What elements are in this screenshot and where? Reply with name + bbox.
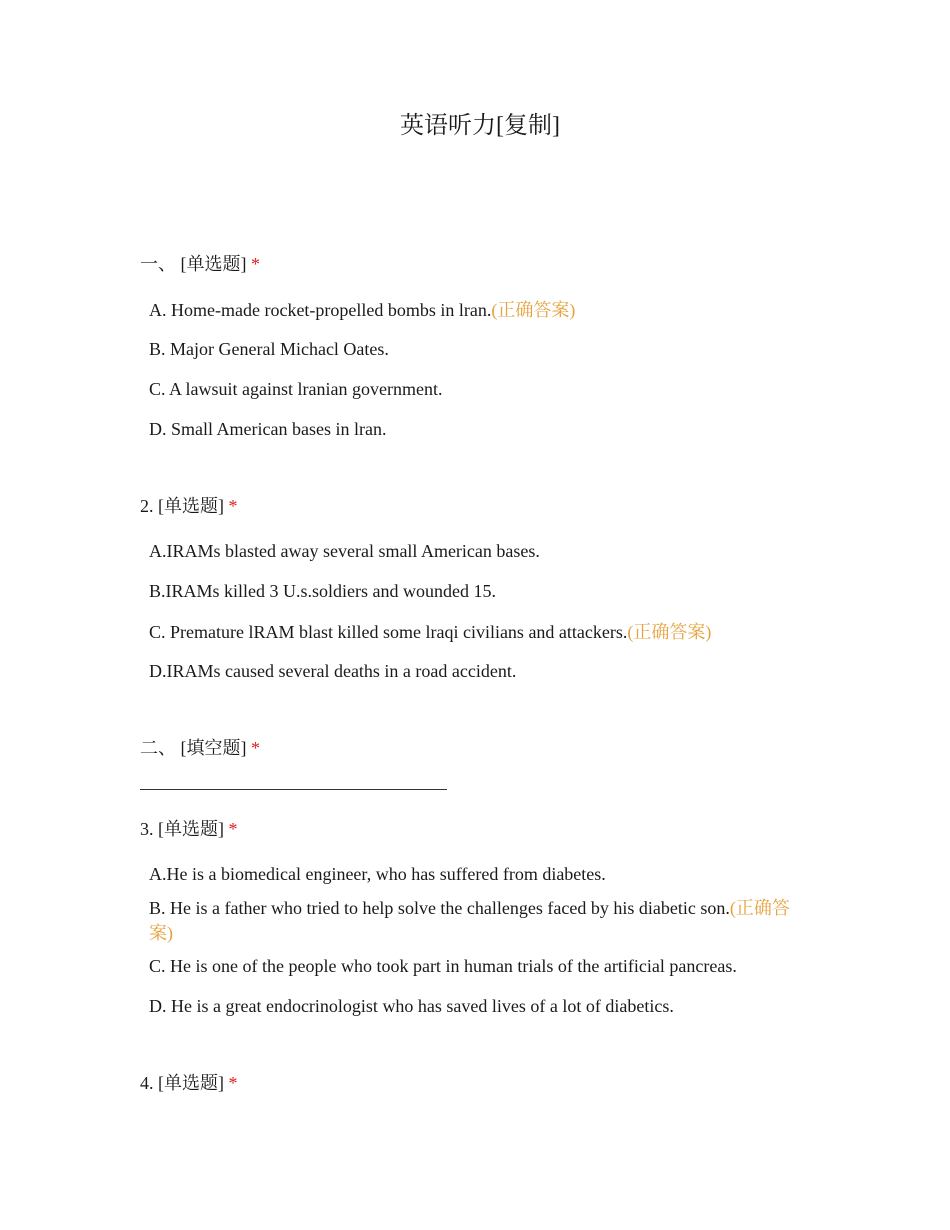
required-mark: * [228, 819, 238, 839]
question-type: [单选题] [180, 254, 247, 274]
option-text: A.IRAMs blasted away several small American bases. [149, 541, 540, 561]
option-text: C. He is one of the people who took part in human trials of the artificial pancreas. [149, 956, 737, 976]
option-a [149, 862, 809, 887]
option-c [149, 620, 809, 645]
option-text: C. Premature lRAM blast killed some lraqi civilians and attackers. [149, 622, 628, 642]
option-c [149, 377, 809, 402]
option-d [149, 994, 809, 1019]
required-mark: * [228, 1073, 238, 1093]
question-number: 2. [140, 496, 154, 516]
question-1-header [140, 252, 260, 276]
correct-answer-tag: (正确答案) [149, 898, 790, 943]
page-title: 英语听力[复制] [400, 113, 560, 139]
question-2-header [140, 494, 238, 518]
option-b [149, 896, 809, 946]
option-a [149, 539, 809, 564]
option-text: D. Small American bases in lran. [149, 419, 387, 439]
fill-blank-line[interactable] [140, 789, 447, 790]
option-d [149, 417, 809, 442]
option-text: D.IRAMs caused several deaths in a road accident. [149, 661, 517, 681]
option-text: B.IRAMs killed 3 U.s.soldiers and wounded 15. [149, 581, 496, 601]
question-4-header [140, 1071, 238, 1095]
option-text: C. A lawsuit against lranian government. [149, 379, 443, 399]
option-d [149, 659, 809, 684]
question-type: [单选题] [158, 819, 224, 839]
question-number: 二、 [140, 738, 176, 758]
option-text: B. He is a father who tried to help solve the challenges faced by his diabetic son. [149, 898, 730, 918]
question-type: [单选题] [158, 1073, 224, 1093]
question-number: 一、 [140, 254, 176, 274]
option-text: A.He is a biomedical engineer, who has suffered from diabetes. [149, 864, 606, 884]
correct-answer-tag: (正确答案) [627, 622, 712, 642]
option-b [149, 579, 809, 604]
question-number: 3. [140, 819, 154, 839]
question-type: [填空题] [180, 738, 247, 758]
question-3-header [140, 817, 238, 841]
option-text: A. Home-made rocket-propelled bombs in lran. [149, 300, 492, 320]
required-mark: * [251, 254, 260, 274]
option-text: B. Major General Michacl Oates. [149, 339, 389, 359]
required-mark: * [228, 496, 238, 516]
option-a [149, 298, 809, 323]
option-b [149, 337, 809, 362]
option-text: D. He is a great endocrinologist who has saved lives of a lot of diabetics. [149, 996, 674, 1016]
option-c [149, 954, 809, 979]
required-mark: * [251, 738, 260, 758]
correct-answer-tag: (正确答案) [491, 300, 576, 320]
question-number: 4. [140, 1073, 154, 1093]
question-fill-header [140, 736, 260, 760]
question-type: [单选题] [158, 496, 224, 516]
